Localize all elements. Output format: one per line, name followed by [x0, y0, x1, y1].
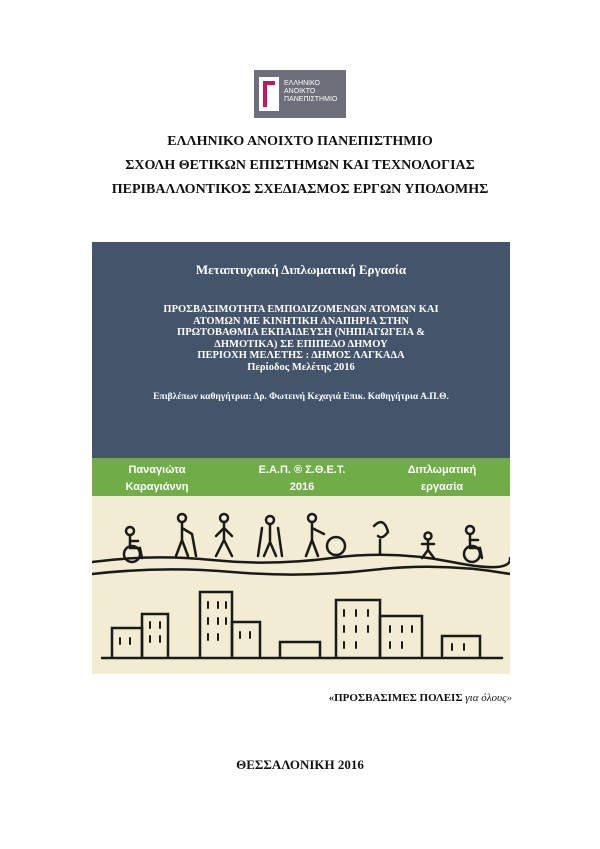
- accessibility-illustration: [92, 496, 510, 674]
- author-name: Παναγιώτα Καραγιάννη: [125, 464, 189, 493]
- info-strip: [92, 458, 510, 496]
- university-logo: [254, 70, 346, 118]
- document-type: Διπλωματική εργασία: [407, 464, 477, 493]
- title-panel: [92, 242, 510, 458]
- school-name: ΣΧΟΛΗ ΘΕΤΙΚΩΝ ΕΠΙΣΤΗΜΩΝ ΚΑΙ ΤΕΧΝΟΛΟΓΙΑΣ: [125, 158, 475, 173]
- thesis-title: ΠΡΟΣΒΑΣΙΜΟΤΗΤΑ ΕΜΠΟΔΙΖΟΜΕΝΩΝ ΑΤΟΜΩΝ ΚΑΙ ΑΤΟΜΩΝ ΜΕ ΚΙΝΗΤΙΚΗ ΑΝΑΠΗΡΙΑ ΣΤΗΝ ΠΡΩΤΟΒΑΘΜΙΑ ΕΚΠΑΙΔΕΥΣΗ (ΝΗΠΙΑΓΩΓΕΙΑ & ΔΗΜΟΤΙΚΑ) ΣΕ ΕΠΙΠΕΔΟ ΔΗΜΟΥ ΠΕΡΙΟΧΗ ΜΕΛΕΤΗΣ : ΔΗΜΟΣ ΛΑΓΚΑΔΑ Περίοδος Μελέτης 2016: [163, 304, 439, 373]
- supervisor-line: Επιβλέπων καθηγήτρια: Δρ. Φωτεινή Κεχαγιά Επικ. Καθηγήτρια Α.Π.Θ.: [153, 392, 449, 402]
- logo-book-icon: [259, 77, 279, 111]
- program-name: ΠΕΡΙΒΑΛΛΟΝΤΙΚΟΣ ΣΧΕΔΙΑΣΜΟΣ ΕΡΓΩΝ ΥΠΟΔΟΜΗΣ: [111, 182, 489, 197]
- institution-year: Ε.Α.Π. ® Σ.Θ.Ε.Τ. 2016: [258, 464, 346, 493]
- university-name: ΕΛΛΗΝΙΚΟ ΑΝΟΙΧΤΟ ΠΑΝΕΠΙΣΤΗΜΙΟ: [167, 134, 433, 149]
- logo-text: ΕΛΛΗΝΙΚΟ ΑΝΟΙΚΤΟ ΠΑΝΕΠΙΣΤΗΜΙΟ: [284, 80, 338, 103]
- thesis-kind: Μεταπτυχιακή Διπλωματική Εργασία: [195, 262, 407, 277]
- city-year: ΘΕΣΣΑΛΟΝΙΚΗ 2016: [236, 757, 364, 772]
- slogan: «ΠΡΟΣΒΑΣΙΜΕΣ ΠΟΛΕΙΣ για όλους»: [328, 692, 512, 704]
